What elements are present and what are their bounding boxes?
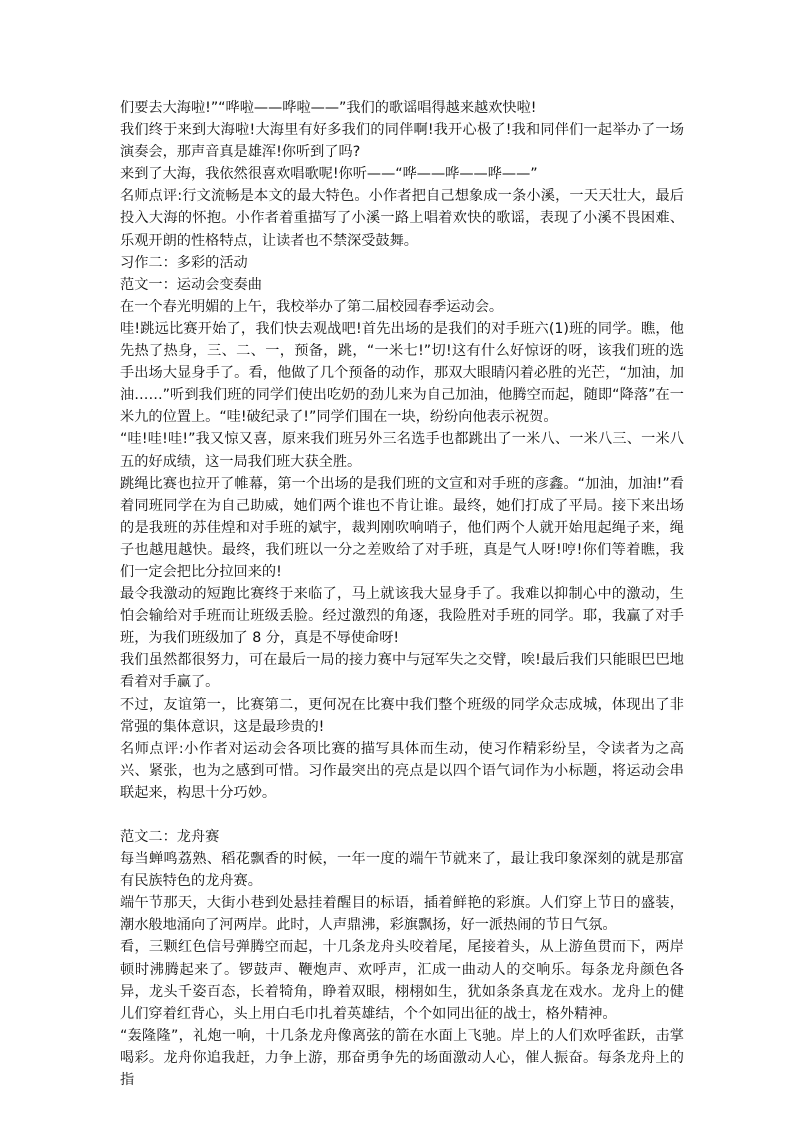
paragraph: 最令我激动的短跑比赛终于来临了，马上就该我大显身手了。我难以抑制心中的激动，生怕会输给对手班而让班级丢脸。经过激烈的角逐，我险胜对手班的同学。耶，我赢了对手班，为我们班级加了 8 分，真是不辱使命呀! xyxy=(120,586,684,647)
paragraph: 来到了大海，我依然很喜欢唱歌呢!你听——“哗——哗——哗——” xyxy=(120,166,538,183)
paragraph: 每当蝉鸣荔熟、稻花飘香的时候，一年一度的端午节就来了，最让我印象深刻的就是那富有民族特色的龙舟赛。 xyxy=(120,851,684,890)
paragraph: 不过，友谊第一，比赛第二，更何况在比赛中我们整个班级的同学众志成城，体现出了非常强的集体意识，这是最珍贵的! xyxy=(120,696,684,735)
blank-line xyxy=(120,804,684,826)
paragraph: 哇!跳远比赛开始了，我们快去观战吧!首先出场的是我们的对手班六(1)班的同学。瞧，他先热了热身，三、二、一，预备，跳，“一米七!”切!这有什么好惊讶的呀，该我们班的选手出场大显身手了。看，他做了几个预备的动作，那双大眼睛闪着必胜的光芒，“加油，加油……”听到我们班的同学们使出吃奶的劲儿来为自己加油，他腾空而起，随即“降落”在一米九的位置上。“哇!破纪录了!”同学们围在一块，纷纷向他表示祝贺。 xyxy=(120,320,684,426)
paragraph: 我们终于来到大海啦!大海里有好多我们的同伴啊!我开心极了!我和同伴们一起举办了一场演奏会，那声音真是雄浑!你听到了吗? xyxy=(120,122,684,161)
paragraph: 在一个春光明媚的上午，我校举办了第二届校园春季运动会。 xyxy=(120,298,504,315)
paragraph: 们要去大海啦!”“哗啦——哗啦——”我们的歌谣唱得越来越欢快啦! xyxy=(120,100,537,116)
document-page xyxy=(120,97,684,1091)
paragraph: 我们虽然都很努力，可在最后一局的接力赛中与冠军失之交臂，唉!最后我们只能眼巴巴地看着对手赢了。 xyxy=(120,652,684,691)
teacher-comment: 名师点评:小作者对运动会各项比赛的描写具体而生动，使习作精彩纷呈，令读者为之高兴、紧张，也为之感到可惜。习作最突出的亮点是以四个语气词作为小标题，将运动会串联起来，构思十分巧妙。 xyxy=(120,740,684,801)
paragraph: 跳绳比赛也拉开了帷幕，第一个出场的是我们班的文宣和对手班的彦鑫。“加油，加油!”看着同班同学在为自己助威，她们两个谁也不肯让谁。最终，她们打成了平局。接下来出场的是我班的苏佳煌和对手班的斌宇，裁判刚吹响哨子，他们两个人就开始甩起绳子来，绳子也越甩越快。最终，我们班以一分之差败给了对手班，真是气人呀!哼!你们等着瞧，我们一定会把比分拉回来的! xyxy=(120,475,684,580)
section-title: 习作二：多彩的活动 xyxy=(120,254,248,271)
paragraph: “哇!哇!哇!”我又惊又喜，原来我们班另外三名选手也都跳出了一米八、一米八三、一米八五的好成绩，这一局我们班大获全胜。 xyxy=(120,431,684,470)
essay-one-title: 范文一：运动会变奏曲 xyxy=(120,276,262,293)
paragraph: 端午节那天，大街小巷到处悬挂着醒目的标语，插着鲜艳的彩旗。人们穿上节日的盛装，潮水般地涌向了河两岸。此时，人声鼎沸，彩旗飘扬，好一派热闹的节日气氛。 xyxy=(120,895,684,934)
paragraph: “轰隆隆”，礼炮一响，十几条龙舟像离弦的箭在水面上飞驰。岸上的人们欢呼雀跃，击掌喝彩。龙舟你追我赶，力争上游，那奋勇争先的场面激动人心，催人振奋。每条龙舟上的指 xyxy=(120,1027,684,1089)
essay-two-title: 范文二：龙舟赛 xyxy=(120,829,220,845)
teacher-comment: 名师点评:行文流畅是本文的最大特色。小作者把自己想象成一条小溪，一天天壮大，最后投入大海的怀抱。小作者着重描写了小溪一路上唱着欢快的歌谣，表现了小溪不畏困难、乐观开朗的性格特点，让读者也不禁深受鼓舞。 xyxy=(120,188,684,249)
paragraph: 看，三颗红色信号弹腾空而起，十几条龙舟头咬着尾，尾接着头，从上游鱼贯而下，两岸顿时沸腾起来了。锣鼓声、鞭炮声、欢呼声，汇成一曲动人的交响乐。每条龙舟颜色各异，龙头千姿百态，长着犄角，睁着双眼，栩栩如生，犹如条条真龙在戏水。龙舟上的健儿们穿着红背心，头上用白毛巾扎着英雄结，个个如同出征的战士，格外精神。 xyxy=(120,939,684,1022)
